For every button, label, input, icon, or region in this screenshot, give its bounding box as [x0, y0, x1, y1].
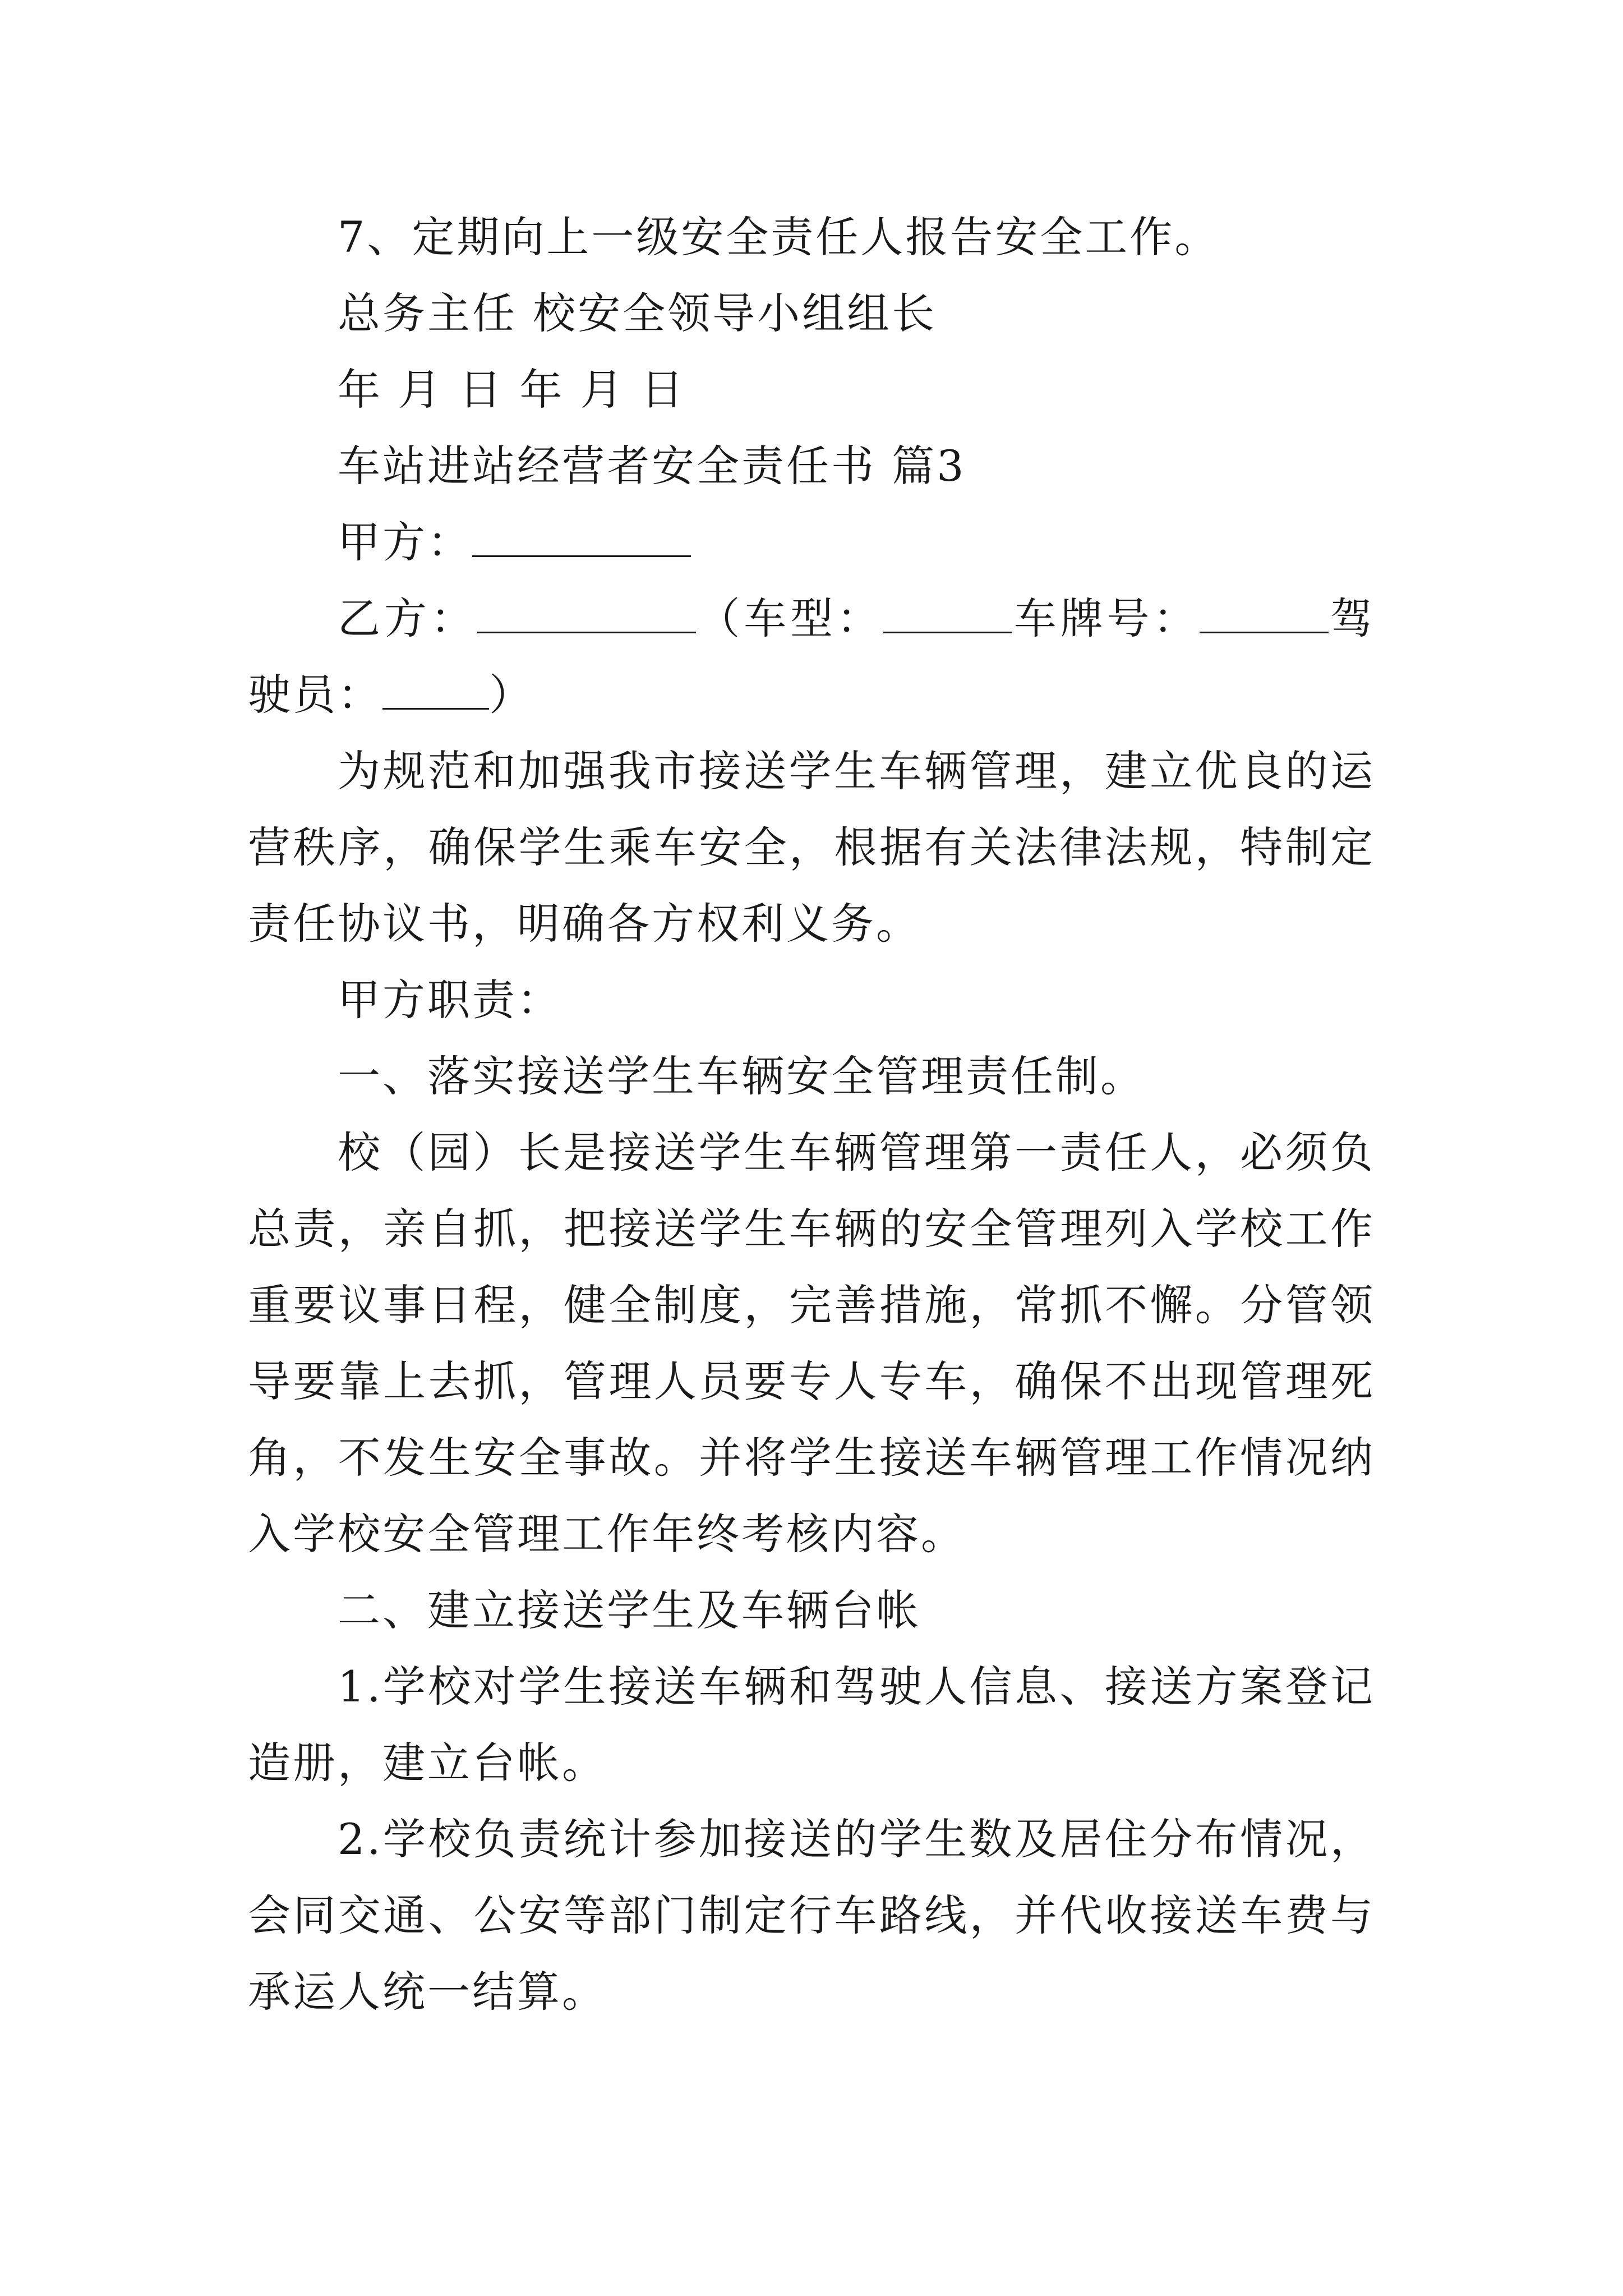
document-body [248, 199, 1375, 2030]
paragraph-item-7: 7、定期向上一级安全责任人报告安全工作。 [338, 212, 1220, 262]
party-a-line [248, 504, 1375, 581]
signature-dates: 年 月 日 年 月 日 [338, 365, 686, 415]
party-a-blank [472, 521, 691, 557]
party-b-blank [477, 597, 696, 633]
section-1-title: 一、落实接送学生车辆安全管理责任制。 [338, 1051, 1145, 1101]
section-2-title: 二、建立接送学生及车辆台帐 [338, 1585, 921, 1635]
section-2-item-1: 1.学校对学生接送车辆和驾驶人信息、接送方案登记造册，建立台帐。 [248, 1662, 1375, 1788]
signature-titles: 总务主任 校安全领导小组组长 [338, 288, 937, 338]
party-b-close: ） [489, 670, 534, 720]
section-2-item-2: 2.学校负责统计参加接送的学生数及居住分布情况，会同交通、公安等部门制定行车路线，并代收接送车费与承运人统一结算。 [248, 1814, 1375, 2017]
party-b-label: 乙方： [338, 593, 477, 643]
vehicle-type-label: （车型： [695, 593, 883, 643]
driver-label: 驾驶员： [248, 593, 1376, 720]
party-a-label: 甲方： [338, 517, 472, 567]
intro-paragraph: 为规范和加强我市接送学生车辆管理，建立优良的运营秩序，确保学生乘车安全，根据有关法律法规，特制定责任协议书，明确各方权利义务。 [248, 746, 1375, 949]
duties-heading: 甲方职责： [338, 975, 562, 1025]
party-b-line [248, 581, 1375, 733]
driver-blank [382, 673, 489, 710]
section-heading: 车站进站经营者安全责任书 篇3 [338, 441, 966, 491]
plate-blank [1200, 597, 1329, 633]
vehicle-type-blank [883, 597, 1012, 633]
section-1-body: 校（园）长是接送学生车辆管理第一责任人，必须负总责，亲自抓，把接送学生车辆的安全管理列入学校工作重要议事日程，健全制度，完善措施，常抓不懈。分管领导要靠上去抓，管理人员要专人专车，确保不出现管理死角，不发生安全事故。并将学生接送车辆管理工作情况纳入学校安全管理工作年终考核内容。 [248, 1128, 1375, 1559]
plate-label: 车牌号： [1012, 593, 1200, 643]
